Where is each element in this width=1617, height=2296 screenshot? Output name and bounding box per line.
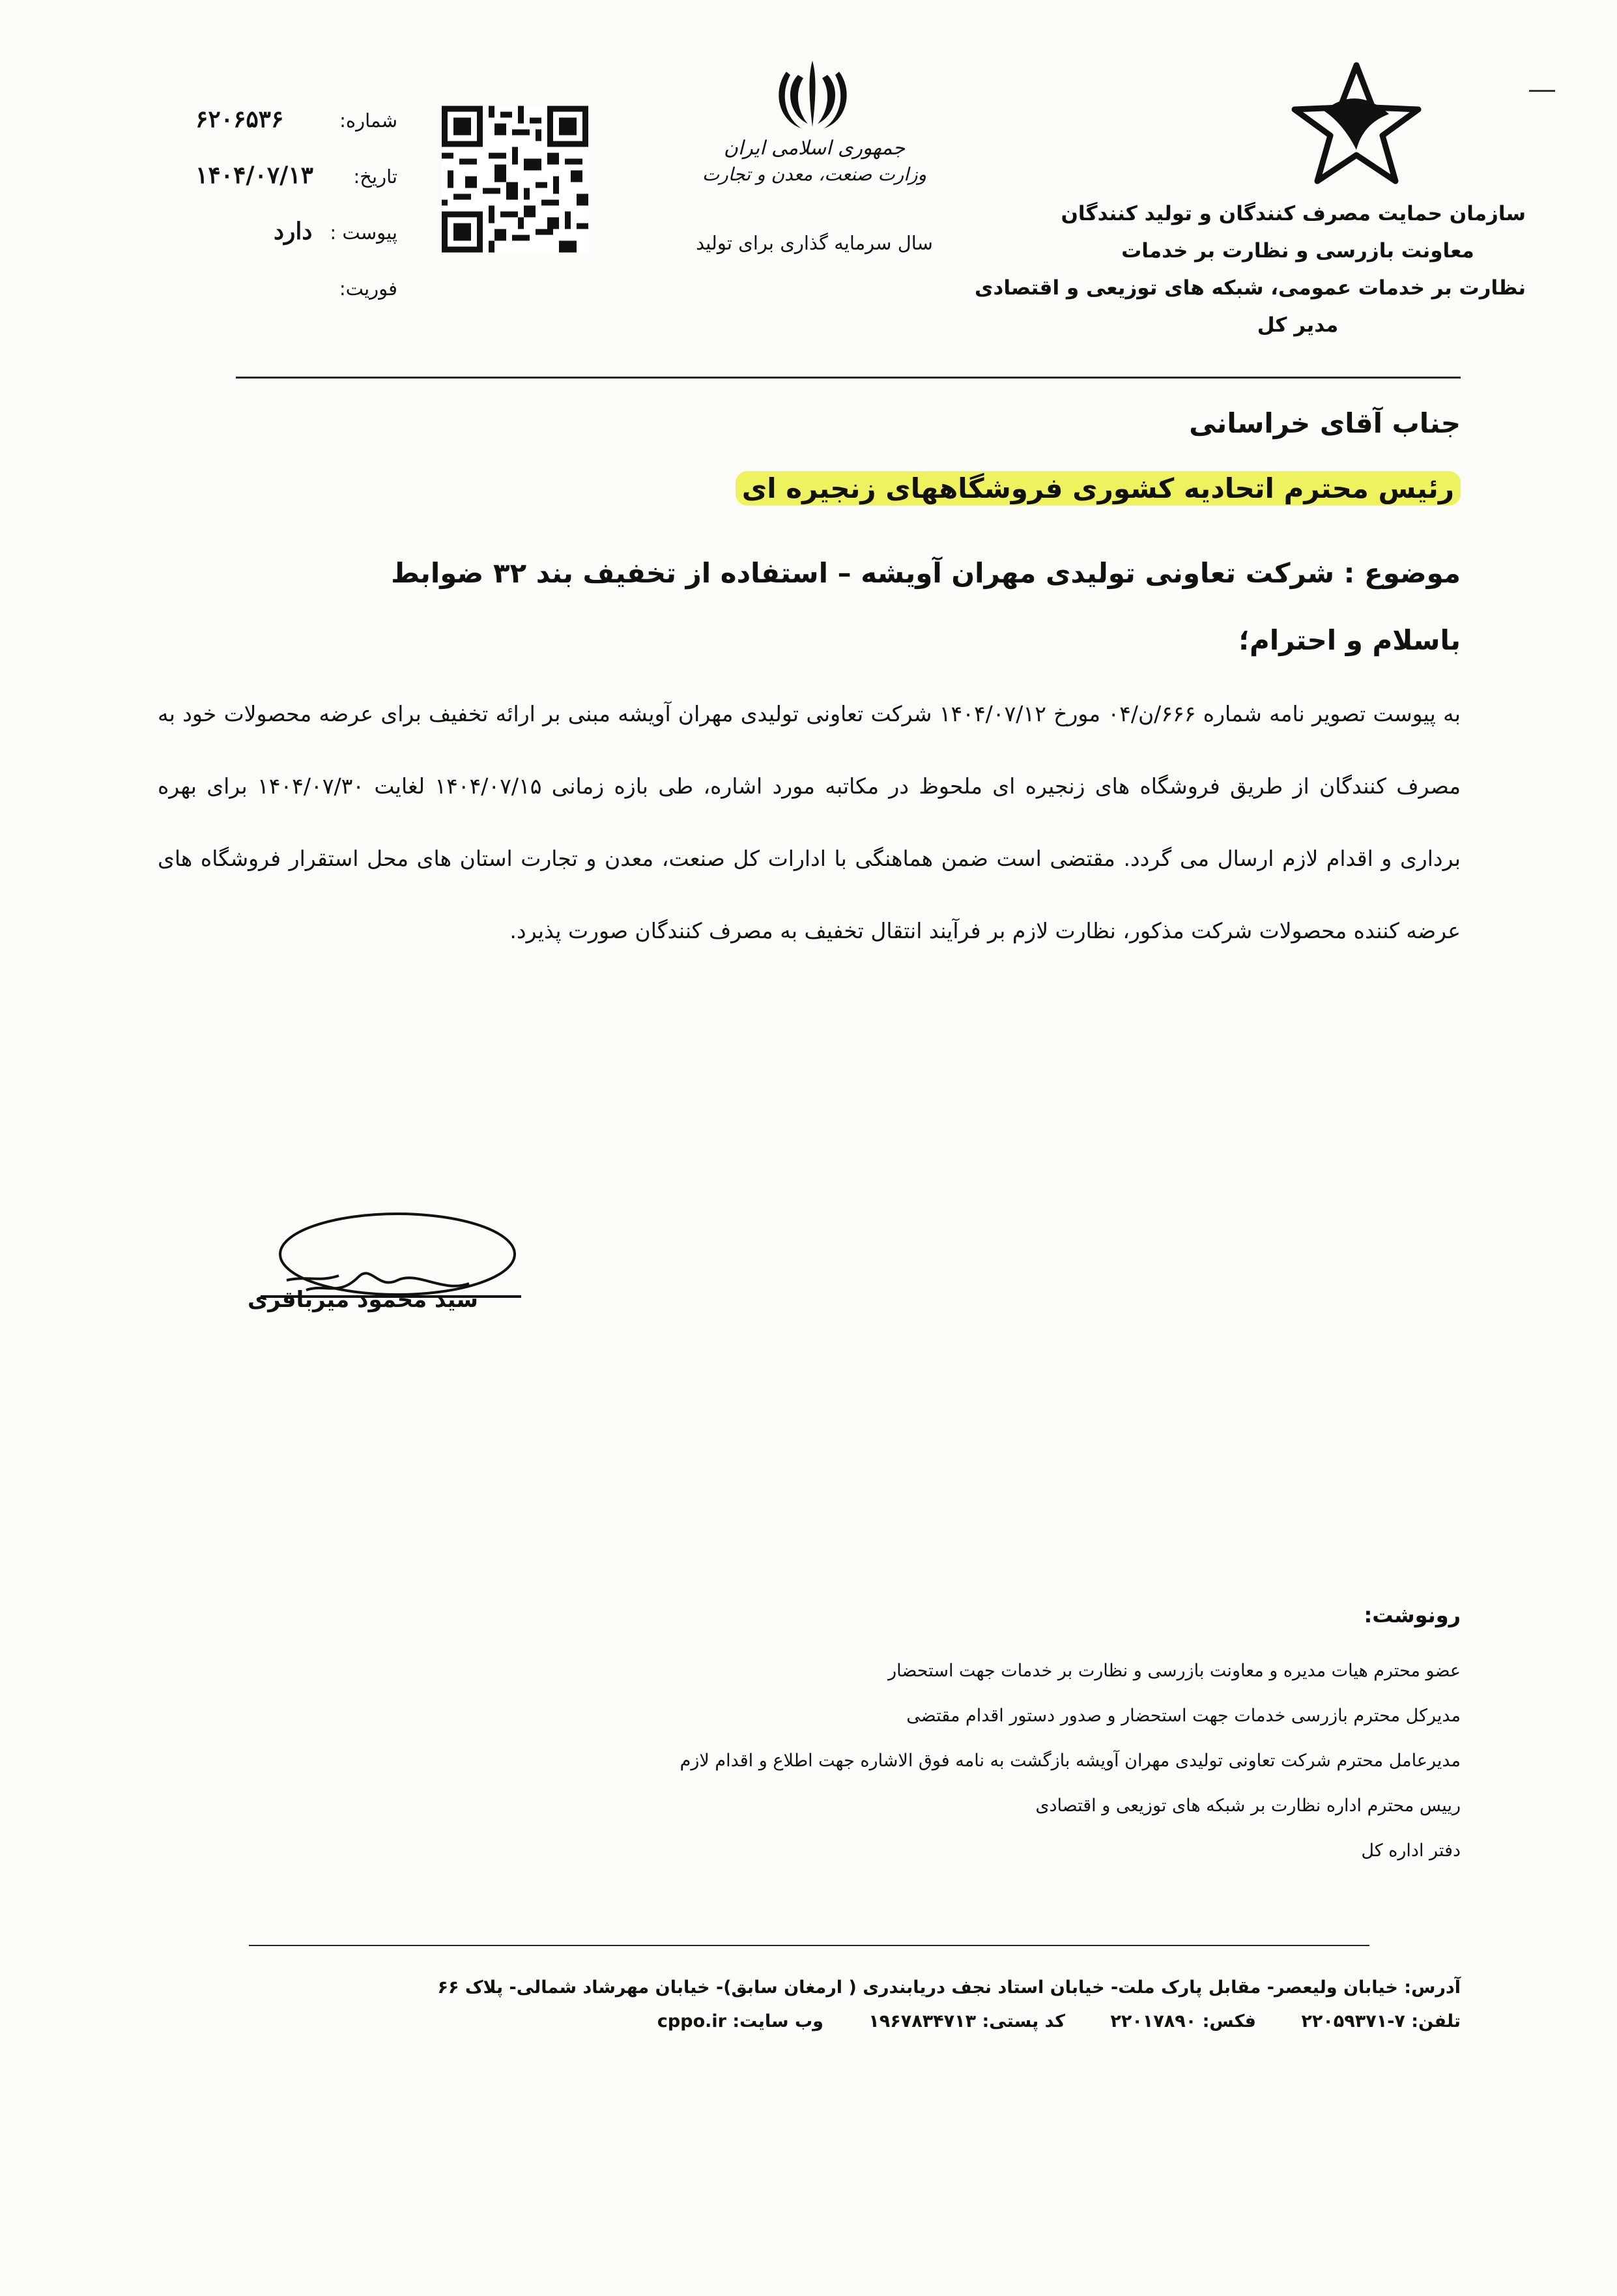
meta-number	[150, 106, 397, 165]
letter-meta	[150, 106, 397, 334]
footer-website: وب سایت: cppo.ir	[657, 2011, 823, 2031]
footer-phone: تلفن: ۷-۲۲۰۵۹۳۷۱	[1301, 2011, 1461, 2031]
footer	[158, 1971, 1461, 2039]
letter-greeting: باسلام و احترام؛	[1238, 624, 1461, 656]
cc-item: مدیرکل محترم بازرسی خدمات جهت استحضار و صدور دستور اقدام مقتضی	[906, 1706, 1461, 1726]
footer-fax: فکس: ۲۲۰۱۷۸۹۰	[1110, 2011, 1256, 2031]
qr-code	[442, 104, 588, 254]
recipient-title: رئیس محترم اتحادیه کشوری فروشگاههای زنجیره ای	[736, 471, 1461, 506]
letter-body: به پیوست تصویر نامه شماره ۶۶۶/ن/۰۴ مورخ ۱۴۰۴/۰۷/۱۲ شرکت تعاونی تولیدی مهران آویشه مبنی بر ارائه تخفیف برای عرضه محصولات خود به مصرف کنندگان از طریق فروشگاه های زنجیره ای ملحوظ در مکاتبه مورد اشاره، طی بازه زمانی ۱۴۰۴/۰۷/۱۵ لغایت ۱۴۰۴/۰۷/۳۰ برای بهره برداری و اقدام لازم ارسال می گردد. مقتضی است ضمن هماهنگی با ادارات کل صنعت، معدن و تجارت استان های محل استقرار فروشگاه های عرضه کننده محصولات شرکت مذکور، نظارت لازم بر فرآیند انتقال تخفیف به مصرف کنندگان صورت پذیرد.	[158, 701, 1461, 943]
recipient-title-wrapper	[158, 472, 1461, 504]
meta-urgency	[150, 278, 397, 334]
scan-mark	[1529, 90, 1555, 92]
attachment-value: دارد	[274, 218, 313, 245]
cc-title: رونوشت:	[1364, 1603, 1461, 1628]
number-value: ۶۲۰۶۵۳۶	[195, 106, 284, 133]
cc-list	[223, 1648, 1461, 1873]
urgency-label: فوریت:	[339, 278, 397, 300]
ministry-country: جمهوری اسلامی ایران	[723, 137, 906, 160]
cc-item: دفتر اداره کل	[1361, 1841, 1461, 1861]
footer-postal-code: کد پستی: ۱۹۶۷۸۳۴۷۱۳	[868, 2011, 1065, 2031]
org-department: نظارت بر خدمات عمومی، شبکه های توزیعی و اقتصادی	[975, 276, 1526, 300]
year-motto: سال سرمایه گذاری برای تولید	[696, 232, 933, 254]
footer-divider	[249, 1945, 1369, 1946]
header-divider	[236, 377, 1461, 379]
letter-subject: موضوع : شرکت تعاونی تولیدی مهران آویشه – استفاده از تخفیف بند ۳۲ ضوابط	[391, 557, 1461, 589]
date-label: تاریخ:	[353, 165, 397, 188]
date-value: ۱۴۰۴/۰۷/۱۳	[195, 162, 313, 189]
signatory-name: سید محمود میرباقری	[248, 1287, 478, 1313]
org-position: مدیر کل	[1257, 313, 1339, 337]
recipient-name: جناب آقای خراسانی	[1189, 407, 1461, 439]
footer-contacts	[158, 2005, 1461, 2039]
footer-address: آدرس: خیابان ولیعصر- مقابل پارک ملت- خیابان استاد نجف دریابندری ( ارمغان سابق)- خیابان مهرشاد شمالی- پلاک ۶۶	[437, 1977, 1461, 1998]
organization-header	[975, 195, 1526, 344]
organization-star-logo	[1278, 59, 1435, 189]
attachment-label: پیوست :	[330, 222, 397, 244]
ministry-header	[651, 137, 977, 254]
org-name: سازمان حمایت مصرف کنندگان و تولید کنندگان	[1061, 202, 1526, 225]
org-deputy: معاونت بازرسی و نظارت بر خدمات	[1121, 239, 1474, 263]
meta-date	[150, 162, 397, 222]
iran-emblem-icon	[772, 55, 853, 134]
ministry-name: وزارت صنعت، معدن و تجارت	[702, 164, 927, 185]
cc-item: رییس محترم اداره نظارت بر شبکه های توزیعی و اقتصادی	[1035, 1796, 1461, 1816]
cc-item: مدیرعامل محترم شرکت تعاونی تولیدی مهران آویشه بازگشت به نامه فوق الاشاره جهت اطلاع و اقدام لازم	[680, 1751, 1461, 1771]
number-label: شماره:	[339, 109, 397, 132]
cc-item: عضو محترم هیات مدیره و معاونت بازرسی و نظارت بر خدمات جهت استحضار	[888, 1661, 1461, 1681]
meta-attachment	[150, 218, 397, 278]
